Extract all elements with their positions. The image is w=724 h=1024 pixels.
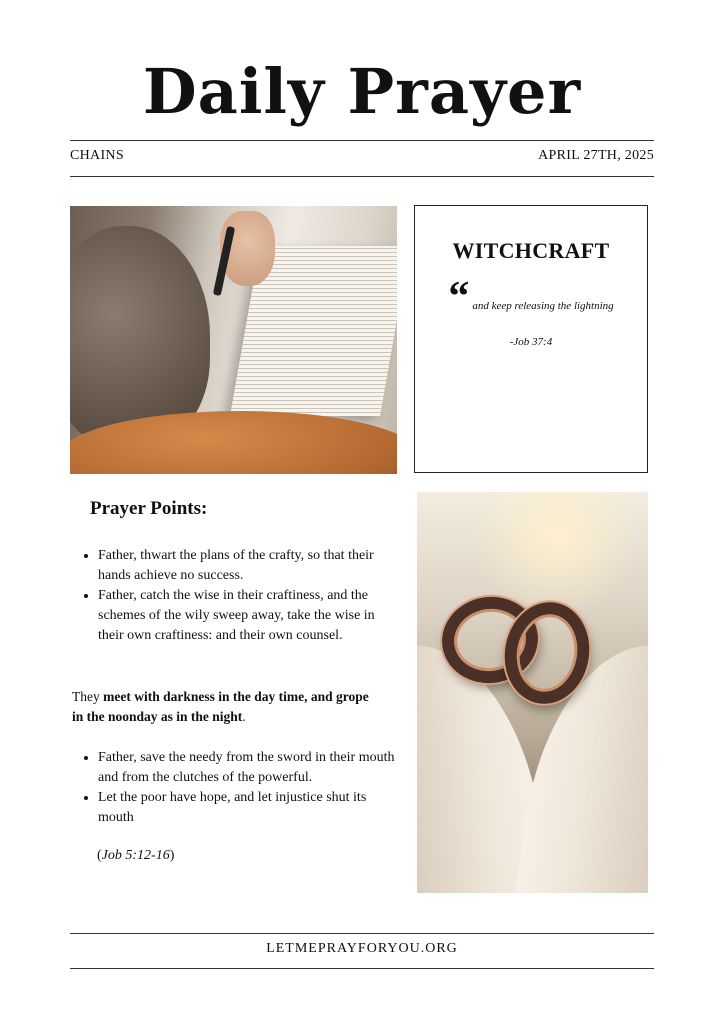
masthead-title: Daily Prayer (142, 55, 582, 128)
header-bottom-rule (70, 176, 654, 177)
footer-top-rule (70, 933, 654, 934)
list-item: • Father, catch the wise in their craftiness, and the schemes of the wily sweep away, take the wise in their own craftiness: and their own counsel. (98, 586, 398, 646)
header-top-rule (70, 140, 654, 141)
footer-website: LETMEPRAYFORYOU.ORG (266, 941, 458, 956)
prayer-list-2 (80, 748, 398, 828)
prayer-list-1 (80, 546, 398, 646)
quote-mark-icon: “ (448, 274, 470, 320)
quote-line (415, 274, 647, 320)
quote-text: and keep releasing the lightning (472, 300, 614, 312)
header-date: APRIL 27TH, 2025 (538, 148, 654, 163)
prayer-points-heading: Prayer Points: (90, 498, 208, 519)
scripture-bold: meet with darkness in the day time, and grope in the noonday as in the night (72, 689, 369, 724)
quote-box (414, 205, 648, 473)
list-item: • Father, save the needy from the sword in their mouth and from the clutches of the powerful. (98, 748, 398, 788)
footer-bottom-rule (70, 968, 654, 969)
scripture-reference (97, 848, 174, 864)
ref-close: ) (169, 848, 175, 863)
scripture-lead: They (72, 689, 104, 704)
rings-on-bible-photo (417, 492, 648, 893)
bible-reading-photo (70, 206, 397, 474)
scripture-end: . (242, 709, 246, 724)
list-item: • Father, thwart the plans of the crafty, so that their hands achieve no success. (98, 546, 398, 586)
scripture-paragraph (72, 687, 372, 727)
list-item: • Let the poor have hope, and let injustice shut its mouth (98, 788, 398, 828)
quote-title: WITCHCRAFT (452, 238, 610, 263)
quote-reference: -Job 37:4 (509, 336, 553, 348)
ref-text: Job 5:12-16 (101, 848, 170, 863)
header-category: CHAINS (70, 148, 124, 163)
ref-open: ( (97, 848, 102, 863)
